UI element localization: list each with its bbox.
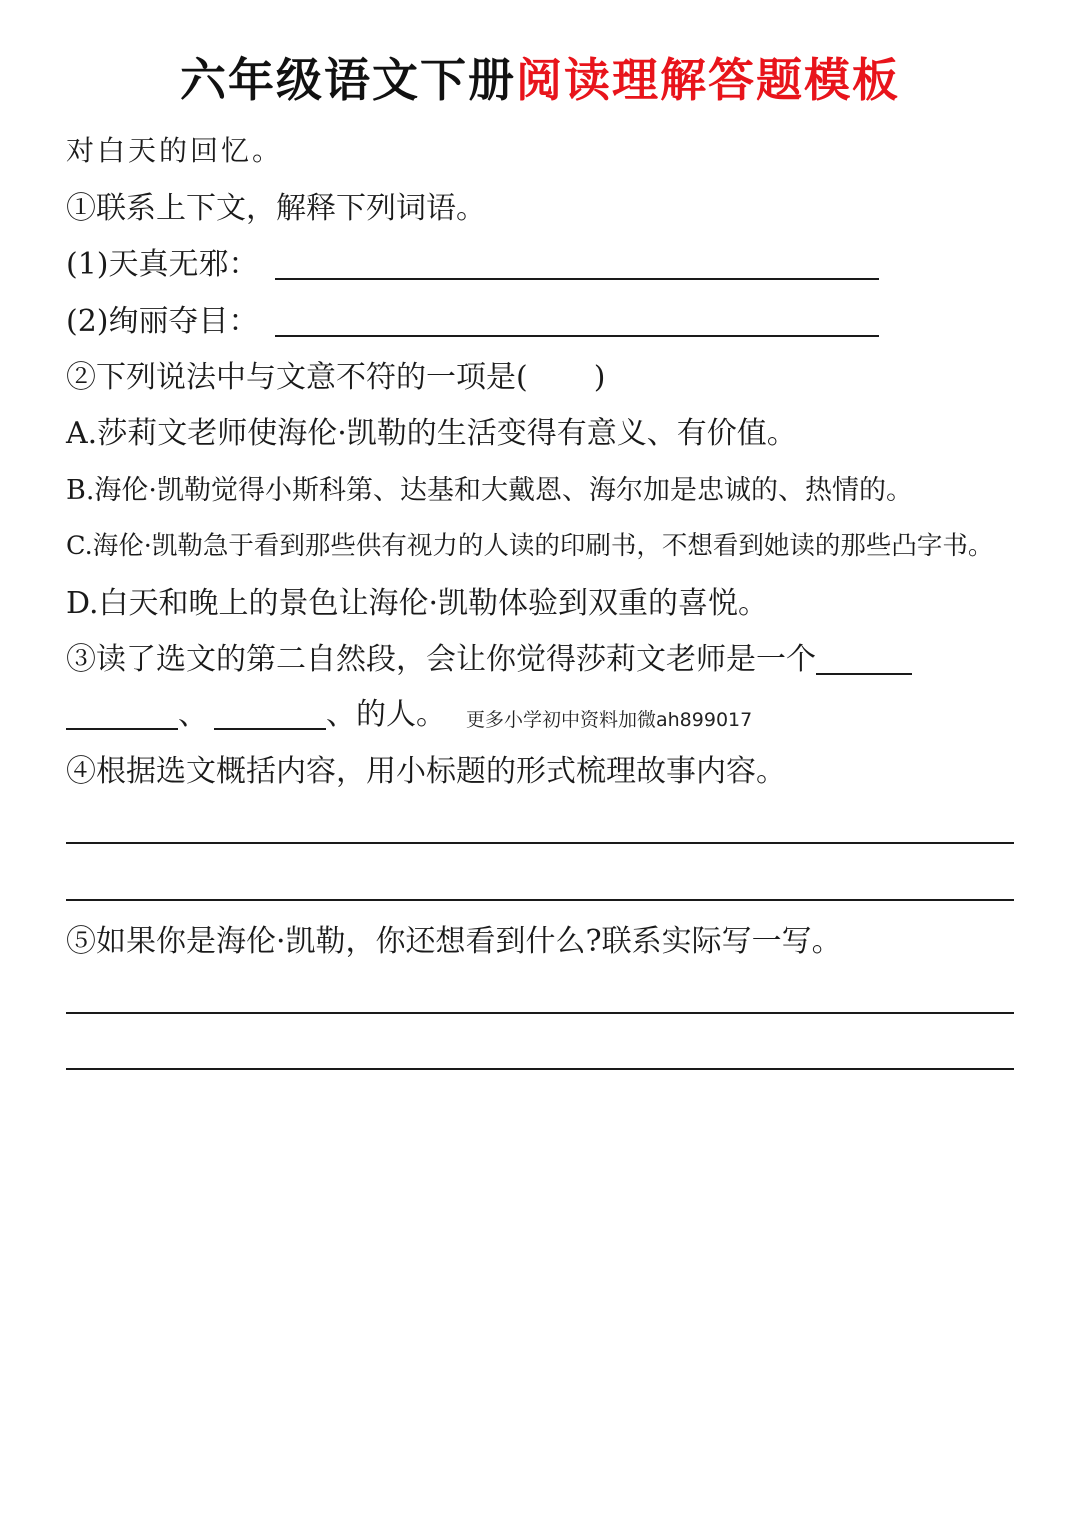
question-3-continuation	[66, 697, 446, 732]
title-black-part: 六年级语文下册	[180, 53, 516, 107]
answer-blank-3-1[interactable]	[816, 647, 912, 675]
question-1-item-2	[66, 304, 879, 339]
question-3-separator: 、	[178, 697, 208, 732]
answer-blank-3-3[interactable]	[214, 702, 326, 730]
answer-line-5-2[interactable]	[66, 1068, 1014, 1070]
question-1-item-1	[66, 247, 879, 282]
option-d: D.白天和晚上的景色让海伦·凯勒体验到双重的喜悦。	[66, 586, 769, 621]
question-2-prompt-text: ②下列说法中与文意不符的一项是(	[66, 360, 528, 395]
answer-blank-1-1[interactable]	[275, 252, 879, 280]
page-title	[0, 44, 1080, 110]
answer-blank-3-2[interactable]	[66, 702, 178, 730]
question-3-prompt-text: ③读了选文的第二自然段，会让你觉得莎莉文老师是一个	[66, 642, 816, 677]
passage-tail-line: 对白天的回忆。	[66, 134, 284, 167]
question-5-prompt: ⑤如果你是海伦·凯勒，你还想看到什么?联系实际写一写。	[66, 924, 842, 959]
answer-line-5-1[interactable]	[66, 1012, 1014, 1014]
question-1-item-1-label: (1)天真无邪：	[66, 247, 259, 282]
question-1-prompt: ①联系上下文，解释下列词语。	[66, 191, 486, 226]
title-red-part: 阅读理解答题模板	[516, 53, 900, 107]
question-2-prompt	[66, 360, 606, 395]
question-1-item-2-label: (2)绚丽夺目：	[66, 304, 259, 339]
answer-line-4-1[interactable]	[66, 842, 1014, 844]
answer-line-4-2[interactable]	[66, 899, 1014, 901]
answer-blank-1-2[interactable]	[275, 309, 879, 337]
watermark-contact: 更多小学初中资料加微ah899017	[466, 709, 753, 731]
question-3-ending: 、的人。	[326, 697, 446, 732]
option-b: B.海伦·凯勒觉得小斯科第、达基和大戴恩、海尔加是忠诚的、热情的。	[66, 475, 914, 506]
question-4-prompt: ④根据选文概括内容，用小标题的形式梳理故事内容。	[66, 754, 786, 789]
question-2-paren-close: )	[593, 360, 606, 395]
option-a: A.莎莉文老师使海伦·凯勒的生活变得有意义、有价值。	[66, 416, 797, 451]
option-c: C.海伦·凯勒急于看到那些供有视力的人读的印刷书，不想看到她读的那些凸字书。	[66, 531, 994, 561]
question-3-prompt	[66, 642, 912, 677]
